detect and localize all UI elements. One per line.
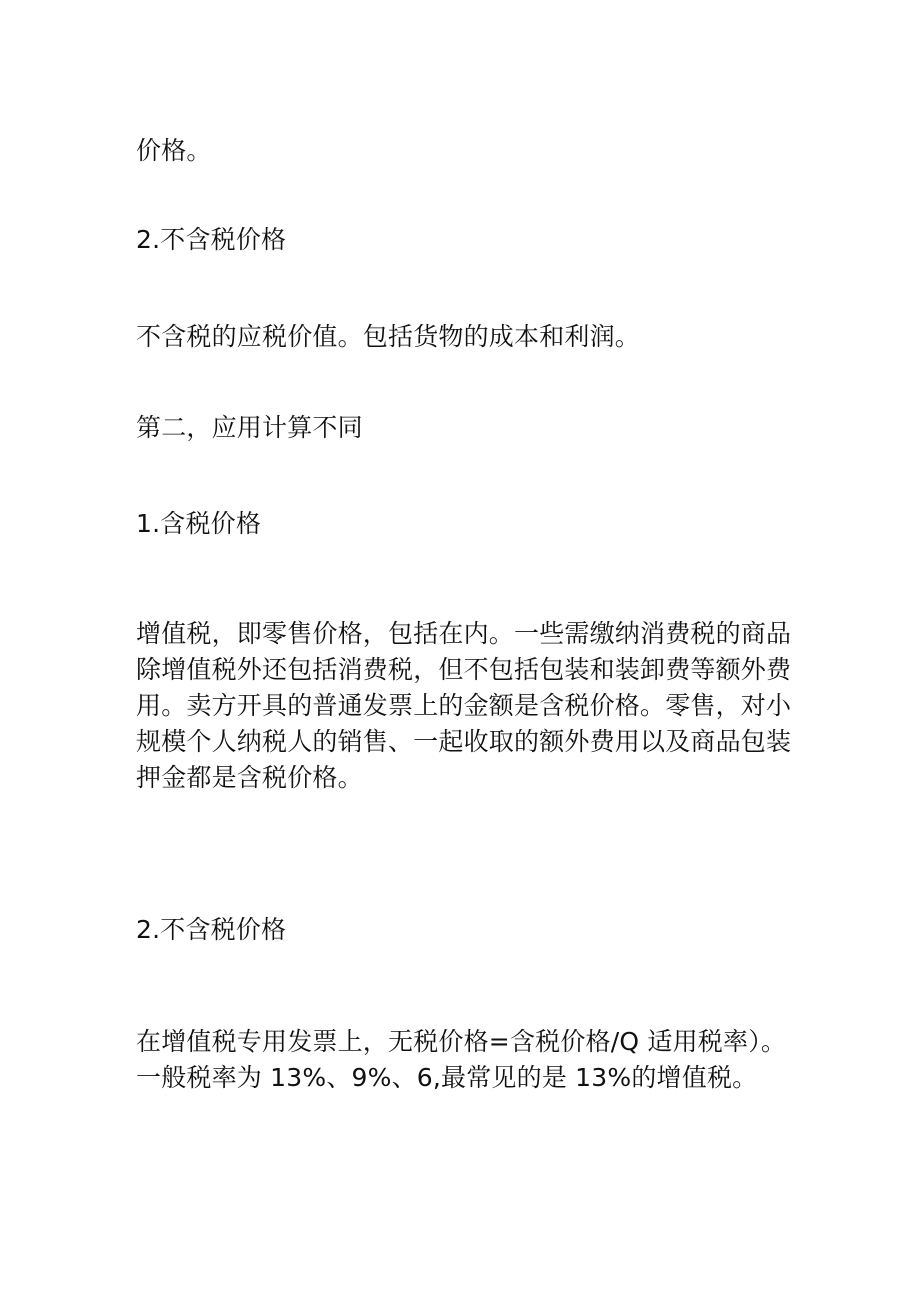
- paragraph-tax-exclusive-definition: 不含税的应税价值。包括货物的成本和利润。: [136, 322, 641, 351]
- text-line: 一般税率为 13%、9%、6,最常见的是 13%的增值税。: [136, 1063, 758, 1092]
- heading-tax-exclusive-price: 2.不含税价格: [136, 225, 287, 254]
- heading-calculation-difference: 第二，应用计算不同: [136, 413, 363, 442]
- paragraph-tax-inclusive-explanation: [136, 616, 796, 796]
- heading-tax-exclusive-price-2: 2.不含税价格: [136, 915, 287, 944]
- text-line: 规模个人纳税人的销售、一起收取的额外费用以及商品包装: [136, 727, 792, 756]
- text-line: 除增值税外还包括消费税，但不包括包装和装卸费等额外费: [136, 655, 792, 684]
- heading-tax-inclusive-price: 1.含税价格: [136, 509, 262, 538]
- paragraph-special-invoice-formula: [136, 1024, 796, 1096]
- text-line: 增值税，即零售价格，包括在内。一些需缴纳消费税的商品: [136, 619, 792, 648]
- text-line: 在增值税专用发票上，无税价格=含税价格/Q 适用税率）。: [136, 1027, 787, 1056]
- text-line: 用。卖方开具的普通发票上的金额是含税价格。零售，对小: [136, 691, 792, 720]
- paragraph-price-end: 价格。: [136, 136, 212, 165]
- text-line: 押金都是含税价格。: [136, 763, 363, 792]
